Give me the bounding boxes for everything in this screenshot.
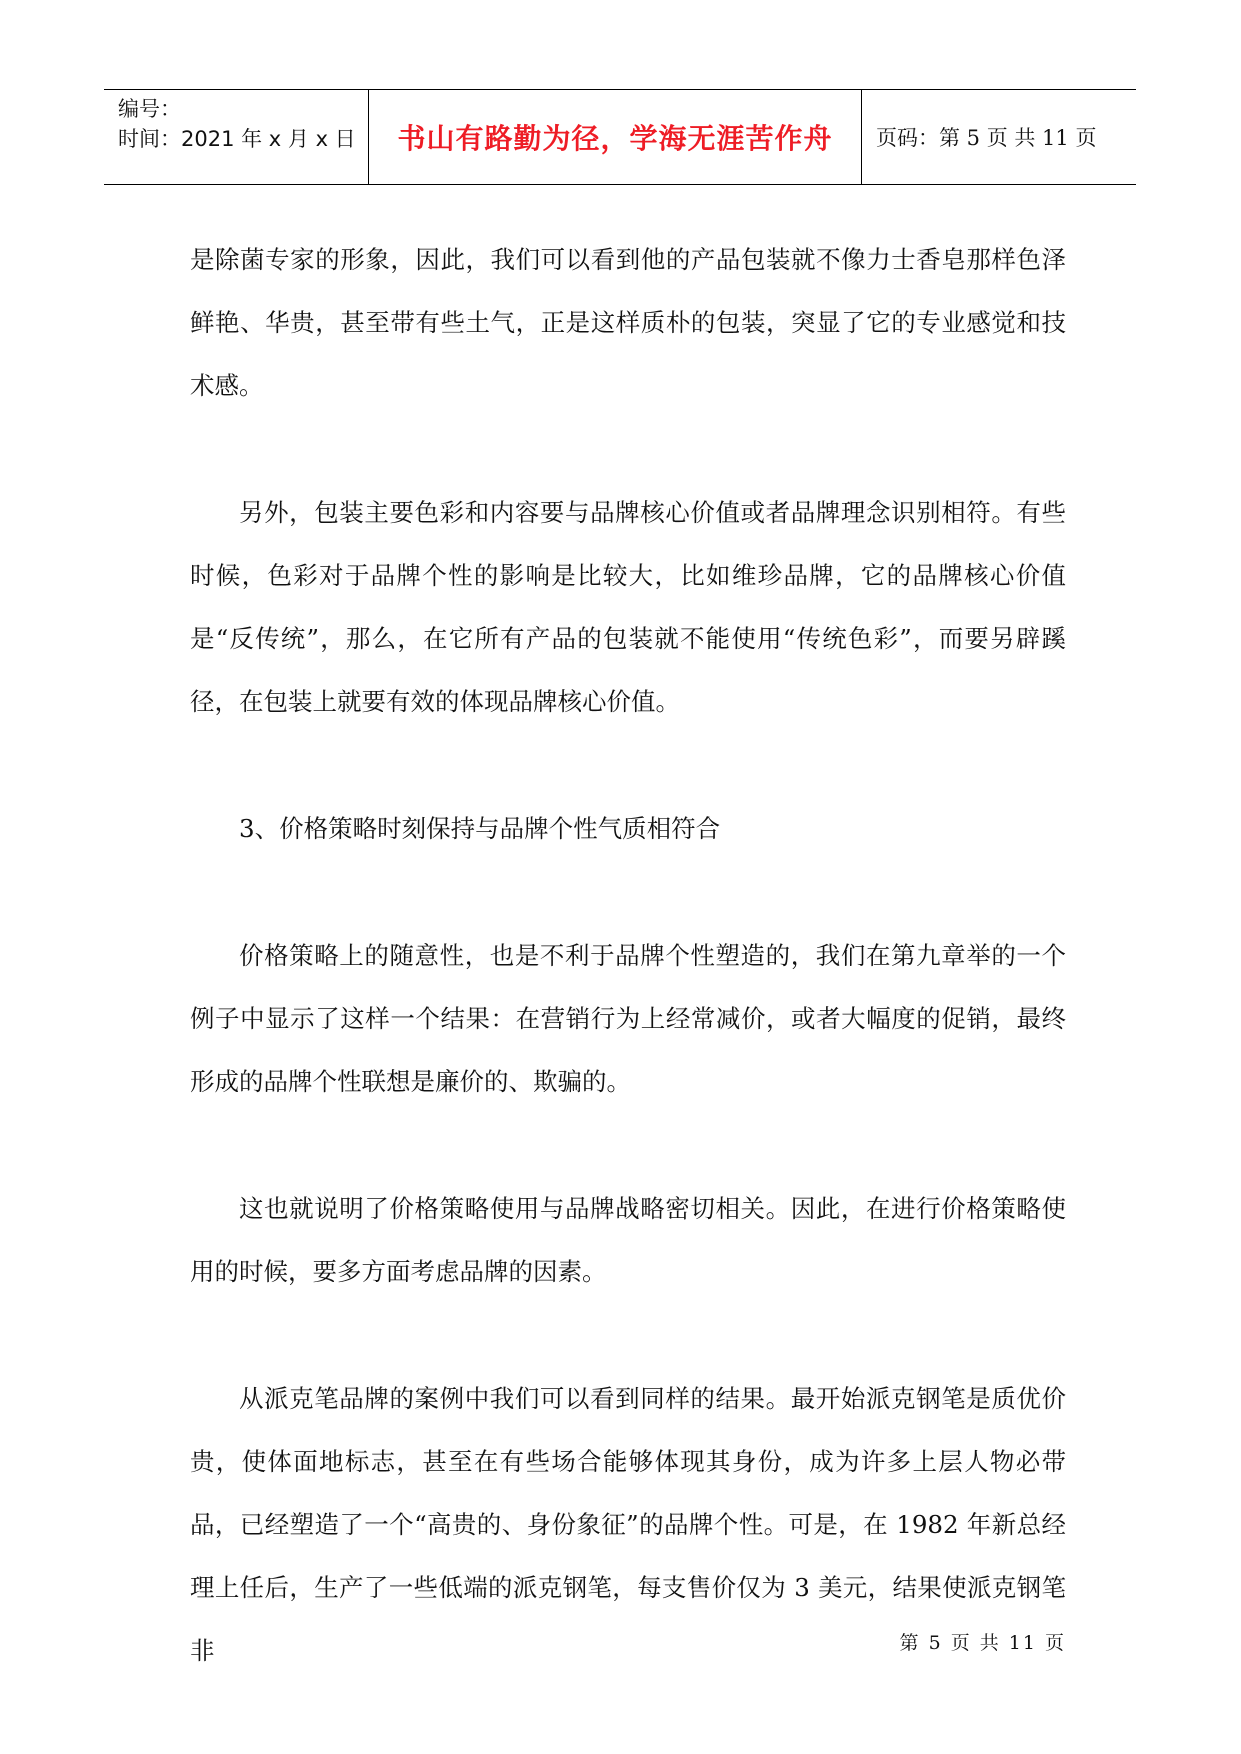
document-number-label: 编号： xyxy=(118,97,181,121)
document-header xyxy=(104,89,1136,185)
body-paragraph: 另外，包装主要色彩和内容要与品牌核心价值或者品牌理念识别相符。有些时候，色彩对于品牌个性的影响是比较大，比如维珍品牌，它的品牌核心价值是“反传统”，那么，在它所有产品的包装就不能使用“传统色彩”，而要另辟蹊径，在包装上就要有效的体现品牌核心价值。 xyxy=(190,498,1066,716)
body-paragraph: 从派克笔品牌的案例中我们可以看到同样的结果。最开始派克钢笔是质优价贵，使体面地标志，甚至在有些场合能够体现其身份，成为许多上层人物必带品，已经塑造了一个“高贵的、身份象征”的品牌个性。可是，在 1982 年新总经理上任后，生产了一些低端的派克钢笔，每支售价仅为 3 美元，结果使派克钢笔非 xyxy=(190,1384,1066,1665)
page-footer: 第 5 页 共 11 页 xyxy=(899,1632,1066,1654)
document-body xyxy=(190,228,1066,1682)
header-meta-cell xyxy=(104,90,369,184)
body-paragraph: 价格策略上的随意性，也是不利于品牌个性塑造的，我们在第九章举的一个例子中显示了这样一个结果：在营销行为上经常减价，或者大幅度的促销，最终形成的品牌个性联想是廉价的、欺骗的。 xyxy=(190,941,1066,1096)
header-motto: 书山有路勤为径，学海无涯苦作舟 xyxy=(397,122,833,155)
header-page-number: 页码：第 5 页 共 11 页 xyxy=(876,126,1097,150)
header-motto-cell xyxy=(369,90,862,184)
section-heading: 3、价格策略时刻保持与品牌个性气质相符合 xyxy=(239,814,721,843)
body-paragraph: 是除菌专家的形象，因此，我们可以看到他的产品包装就不像力士香皂那样色泽鲜艳、华贵，甚至带有些土气，正是这样质朴的包装，突显了它的专业感觉和技术感。 xyxy=(190,245,1066,400)
document-date-label: 时间：2021 年 x 月 x 日 xyxy=(118,127,356,151)
body-paragraph: 这也就说明了价格策略使用与品牌战略密切相关。因此，在进行价格策略使用的时候，要多方面考虑品牌的因素。 xyxy=(190,1194,1066,1286)
header-page-cell xyxy=(862,90,1136,184)
